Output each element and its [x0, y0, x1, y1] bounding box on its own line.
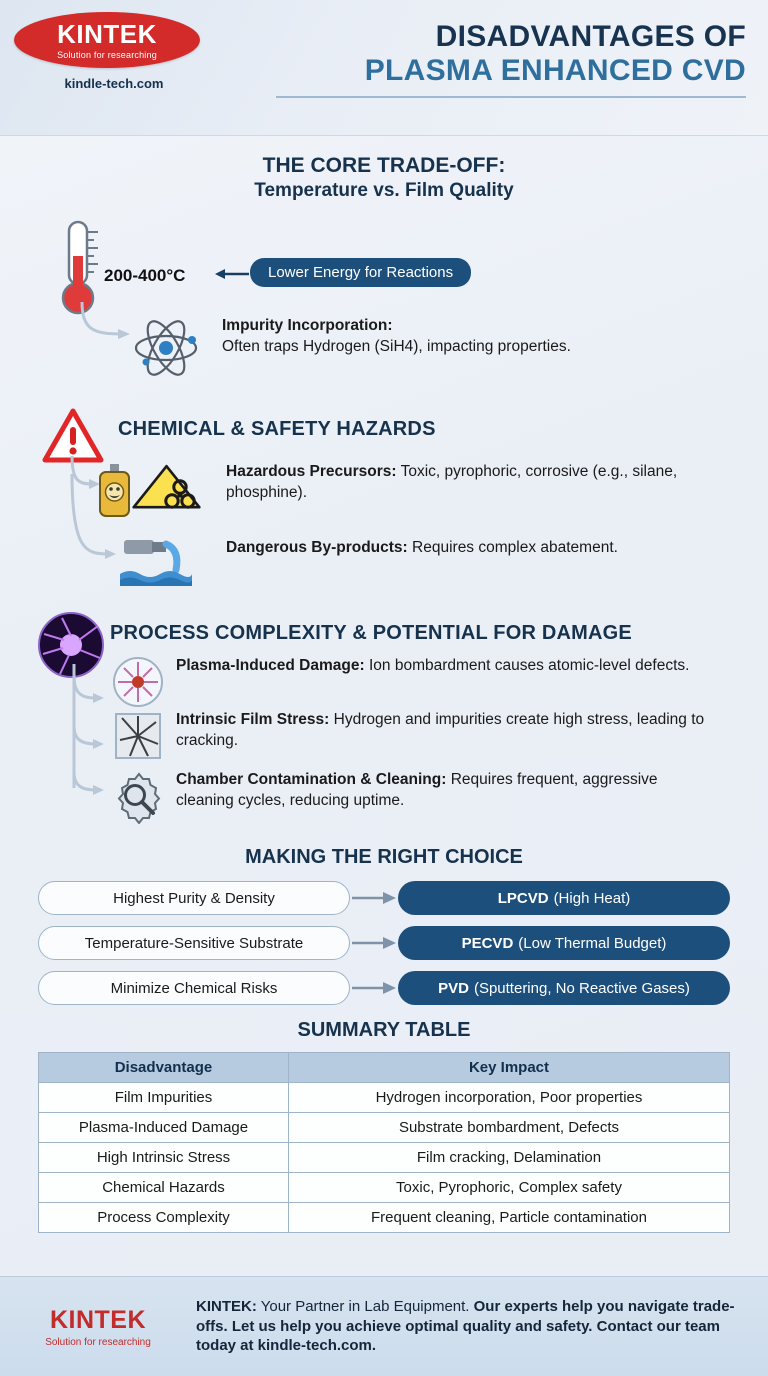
choice-row: [38, 971, 730, 1005]
dangerous-byproducts-label: Dangerous By-products:: [226, 539, 408, 556]
table-cell-disadvantage: High Intrinsic Stress: [39, 1143, 289, 1173]
footer: [0, 1276, 768, 1376]
hazards-title: CHEMICAL & SAFETY HAZARDS: [118, 418, 436, 440]
table-cell-disadvantage: Chemical Hazards: [39, 1173, 289, 1203]
footer-message: [196, 1297, 768, 1356]
hazardous-precursors-description: Toxic, pyrophoric, corrosive (e.g., silane, phosphine).: [226, 463, 678, 501]
title-divider: [276, 96, 746, 98]
table-cell-impact: Frequent cleaning, Particle contamination: [289, 1203, 730, 1233]
plasma-damage-description: Ion bombardment causes atomic-level defects.: [368, 657, 690, 674]
choice-recommendation-note: (High Heat): [553, 889, 631, 907]
choice-recommendation[interactable]: [398, 881, 730, 915]
header: [0, 0, 768, 136]
page-title-line1: DISADVANTAGES OF: [435, 20, 746, 53]
film-stress-crack-icon: [112, 710, 164, 767]
dangerous-byproducts-description: Requires complex abatement.: [412, 539, 618, 556]
table-cell-impact: Substrate bombardment, Defects: [289, 1113, 730, 1143]
footer-text-emphasis: Our experts help you navigate trade-offs. Let us help you achieve optimal quality and safety. Contact our team today at kindle-tech.com.: [196, 1297, 735, 1355]
hazardous-precursors-text: [226, 462, 726, 504]
core-heading-line1: THE CORE TRADE-OFF:: [262, 154, 506, 177]
logo-tagline-text: Solution for researching: [57, 49, 157, 60]
impurity-text-block: [222, 316, 722, 358]
table-cell-impact: Film cracking, Delamination: [289, 1143, 730, 1173]
left-arrow-icon: [215, 267, 249, 281]
plasma-damage-label: Plasma-Induced Damage:: [176, 657, 365, 674]
plasma-damage-icon: [112, 656, 164, 713]
table-cell-impact: Toxic, Pyrophoric, Complex safety: [289, 1173, 730, 1203]
footer-logo-brand: KINTEK: [49, 1305, 147, 1334]
choice-recommendation-note: (Sputtering, No Reactive Gases): [473, 979, 690, 997]
table-cell-disadvantage: Plasma-Induced Damage: [39, 1113, 289, 1143]
choice-rows: [0, 881, 768, 1005]
chamber-cleaning-label: Chamber Contamination & Cleaning:: [176, 771, 447, 788]
film-stress-text: [176, 710, 706, 752]
temperature-value: 200-400°C: [104, 266, 186, 285]
complexity-title: PROCESS COMPLEXITY & POTENTIAL FOR DAMAGE: [110, 622, 632, 644]
choice-recommendation-name: PECVD: [461, 934, 514, 952]
core-heading-line2: Temperature vs. Film Quality: [254, 180, 514, 201]
film-stress-label: Intrinsic Film Stress:: [176, 711, 330, 728]
complexity-section: [0, 604, 768, 844]
choice-recommendation[interactable]: [398, 926, 730, 960]
core-tradeoff-heading: [0, 154, 768, 202]
brand-logo-block: [14, 12, 214, 91]
page-title-line2: PLASMA ENHANCED CVD: [364, 53, 746, 87]
table-row: [39, 1173, 730, 1203]
logo-url-text: kindle-tech.com: [64, 76, 164, 91]
chamber-cleaning-text: [176, 770, 706, 812]
page-title: [276, 20, 746, 98]
table-cell-disadvantage: Process Complexity: [39, 1203, 289, 1233]
table-row: [39, 1143, 730, 1173]
choice-recommendation-name: PVD: [438, 979, 469, 997]
table-row: [39, 1113, 730, 1143]
impurity-description: Often traps Hydrogen (SiH4), impacting properties.: [222, 337, 571, 355]
table-cell-impact: Hydrogen incorporation, Poor properties: [289, 1083, 730, 1113]
choice-recommendation[interactable]: [398, 971, 730, 1005]
footer-brand-label: KINTEK:: [196, 1297, 257, 1315]
table-header-key-impact: Key Impact: [289, 1053, 730, 1083]
choice-condition[interactable]: Temperature-Sensitive Substrate: [38, 926, 350, 960]
footer-text-normal: Your Partner in Lab Equipment.: [256, 1297, 474, 1315]
choice-title: MAKING THE RIGHT CHOICE: [245, 846, 523, 868]
hazards-section: [0, 404, 768, 604]
footer-logo-tagline: Solution for researching: [45, 1336, 151, 1348]
table-cell-disadvantage: Film Impurities: [39, 1083, 289, 1113]
choice-recommendation-note: (Low Thermal Budget): [518, 934, 667, 952]
table-row: [39, 1203, 730, 1233]
hazard-icons-group: [96, 458, 216, 525]
choice-row: [38, 926, 730, 960]
choice-condition[interactable]: Highest Purity & Density: [38, 881, 350, 915]
table-header-disadvantage: Disadvantage: [39, 1053, 289, 1083]
lower-energy-pill: Lower Energy for Reactions: [250, 258, 471, 287]
core-tradeoff-body: [0, 210, 768, 400]
chamber-cleaning-gear-icon: [112, 770, 166, 829]
waste-discharge-icon: [118, 534, 194, 591]
summary-table: [38, 1052, 730, 1233]
kintek-logo: [14, 12, 200, 68]
dangerous-byproducts-text: [226, 538, 726, 559]
film-stress-description: Hydrogen and impurities create high stress, leading to cracking.: [176, 711, 705, 749]
atom-icon: [130, 318, 202, 383]
choice-arrow-icon: [350, 936, 398, 950]
table-row: [39, 1083, 730, 1113]
table-header-row: [39, 1053, 730, 1083]
choice-arrow-icon: [350, 981, 398, 995]
choice-condition[interactable]: Minimize Chemical Risks: [38, 971, 350, 1005]
footer-logo: [0, 1306, 196, 1348]
choice-arrow-icon: [350, 891, 398, 905]
logo-brand-text: KINTEK: [57, 18, 157, 49]
impurity-label: Impurity Incorporation:: [222, 317, 393, 334]
chamber-cleaning-description: Requires frequent, aggressive cleaning cycles, reducing uptime.: [176, 771, 658, 809]
plasma-damage-text: [176, 656, 706, 677]
choice-row: [38, 881, 730, 915]
choice-recommendation-name: LPCVD: [497, 889, 549, 907]
hazardous-precursors-label: Hazardous Precursors:: [226, 463, 397, 480]
summary-title: SUMMARY TABLE: [297, 1019, 471, 1041]
